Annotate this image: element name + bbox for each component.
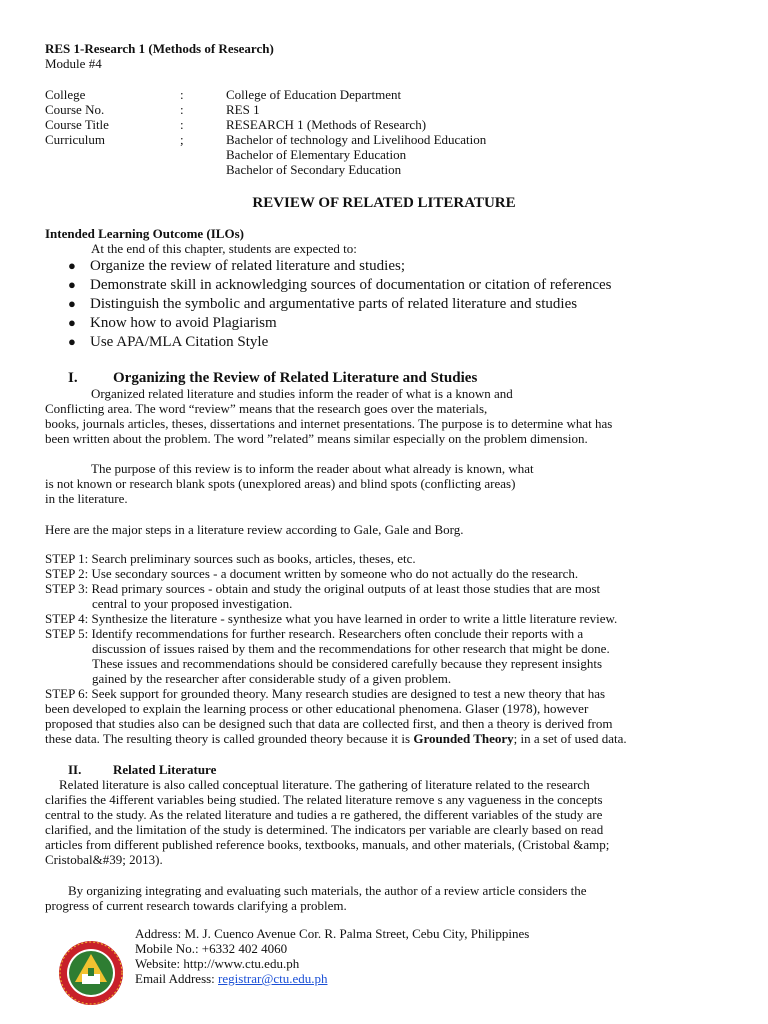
- info-value: College of Education Department: [226, 87, 402, 102]
- list-item: STEP 5: Identify recommendations for further research. Researchers often conclude their reports with a: [45, 626, 584, 641]
- list-item: Organize the review of related literature and studies;: [90, 258, 406, 274]
- bullet-icon: ●: [68, 315, 76, 330]
- list-item: central to your proposed investigation.: [92, 596, 293, 611]
- info-value: Bachelor of Elementary Education: [226, 147, 407, 162]
- paragraph-line: clarifies the 4ifferent variables being studied. The related literature remove s any vagueness in the concepts: [45, 792, 603, 807]
- email-label: Email Address:: [135, 971, 219, 986]
- info-label: Curriculum: [45, 132, 105, 147]
- ilo-intro: At the end of this chapter, students are expected to:: [91, 241, 357, 256]
- info-separator: :: [180, 87, 184, 102]
- paragraph-line: progress of current research towards clarifying a problem.: [45, 898, 347, 913]
- info-value: Bachelor of technology and Livelihood Education: [226, 132, 487, 147]
- bullet-icon: ●: [68, 258, 76, 273]
- paragraph-line: By organizing integrating and evaluating such materials, the author of a review article considers the: [68, 883, 587, 898]
- info-value: RESEARCH 1 (Methods of Research): [226, 117, 427, 132]
- paragraph-line: Conflicting area. The word “review” means that the research goes over the materials,: [45, 401, 488, 416]
- info-separator: ;: [180, 132, 184, 147]
- module-number: Module #4: [45, 56, 102, 71]
- university-seal-icon: [58, 940, 124, 1006]
- list-item: Use APA/MLA Citation Style: [90, 334, 269, 350]
- page-title: REVIEW OF RELATED LITERATURE: [252, 195, 516, 211]
- paragraph-line: Related literature is also called conceptual literature. The gathering of literature related to the research: [59, 777, 590, 792]
- email-link[interactable]: registrar@ctu.edu.ph: [218, 971, 328, 986]
- paragraph-line: is not known or research blank spots (unexplored areas) and blind spots (conflicting areas): [45, 476, 516, 491]
- list-item: STEP 6: Seek support for grounded theory. Many research studies are designed to test a new theory that has: [45, 686, 606, 701]
- bullet-icon: ●: [68, 296, 76, 311]
- paragraph-line: clarified, and the limitation of the study is determined. The indicators per variable are clearly based on read: [45, 822, 604, 837]
- list-item: STEP 1: Search preliminary sources such as books, articles, theses, etc.: [45, 551, 416, 566]
- info-label: Course No.: [45, 102, 105, 117]
- footer-mobile: Mobile No.: +6332 402 4060: [135, 941, 288, 956]
- list-item: These issues and recommendations should be considered carefully because they represent insights: [92, 656, 603, 671]
- footer-address: Address: M. J. Cuenco Avenue Cor. R. Palma Street, Cebu City, Philippines: [135, 926, 530, 941]
- ilo-heading: Intended Learning Outcome (ILOs): [45, 226, 244, 241]
- bullet-icon: ●: [68, 334, 76, 349]
- list-item: proposed that studies also can be designed such that data are collected first, and then a theory is derived from: [45, 716, 613, 731]
- paragraph-line: central to the study. As the related literature and tudies a re gathered, the different variables of the study are: [45, 807, 603, 822]
- info-label: Course Title: [45, 117, 109, 132]
- section-heading: Related Literature: [113, 762, 217, 777]
- list-item: [45, 731, 627, 746]
- info-value: Bachelor of Secondary Education: [226, 162, 402, 177]
- paragraph-line: articles from different published reference books, textbooks, manuals, and other materials, (Cristobal &amp;: [45, 837, 610, 852]
- info-separator: :: [180, 117, 184, 132]
- list-item: STEP 4: Synthesize the literature - synthesize what you have learned in order to write a little literature review.: [45, 611, 618, 626]
- list-item: Demonstrate skill in acknowledging sources of documentation or citation of references: [90, 277, 612, 293]
- bullet-icon: ●: [68, 277, 76, 292]
- info-separator: :: [180, 102, 184, 117]
- grounded-theory-term: Grounded Theory: [413, 731, 514, 746]
- course-code-line: RES 1-Research 1 (Methods of Research): [45, 41, 274, 56]
- paragraph-text: ; in a set of used data.: [513, 731, 627, 746]
- paragraph-line: The purpose of this review is to inform the reader about what already is known, what: [91, 461, 534, 476]
- section-number: II.: [68, 762, 82, 777]
- footer-email: [135, 971, 327, 986]
- info-value: RES 1: [226, 102, 260, 117]
- paragraph-line: been written about the problem. The word ”related” means similar especially on the problem dimension.: [45, 431, 588, 446]
- footer-website: Website: http://www.ctu.edu.ph: [135, 956, 300, 971]
- section-heading: Organizing the Review of Related Literature and Studies: [113, 370, 478, 386]
- paragraph-line: in the literature.: [45, 491, 128, 506]
- list-item: STEP 2: Use secondary sources - a document written by someone who do not actually do the research.: [45, 566, 579, 581]
- list-item: been developed to explain the learning process or other educational phenomena. Glaser (1978), however: [45, 701, 589, 716]
- paragraph-line: books, journals articles, theses, dissertations and internet presentations. The purpose is to determine what has: [45, 416, 613, 431]
- paragraph-text: these data. The resulting theory is called grounded theory because it is: [45, 731, 414, 746]
- list-item: Know how to avoid Plagiarism: [90, 315, 277, 331]
- list-item: STEP 3: Read primary sources - obtain and study the original outputs of at least those studies that are most: [45, 581, 601, 596]
- list-item: discussion of issues raised by them and the recommendations for other research that might be done.: [92, 641, 610, 656]
- list-item: gained by the researcher after considerable study of a given problem.: [92, 671, 452, 686]
- section-number: I.: [68, 370, 78, 386]
- list-item: Distinguish the symbolic and argumentative parts of related literature and studies: [90, 296, 578, 312]
- paragraph-line: Cristobal&#39; 2013).: [45, 852, 163, 867]
- info-label: College: [45, 87, 86, 102]
- paragraph-line: Here are the major steps in a literature review according to Gale, Gale and Borg.: [45, 522, 464, 537]
- paragraph-line: Organized related literature and studies inform the reader of what is a known and: [91, 386, 513, 401]
